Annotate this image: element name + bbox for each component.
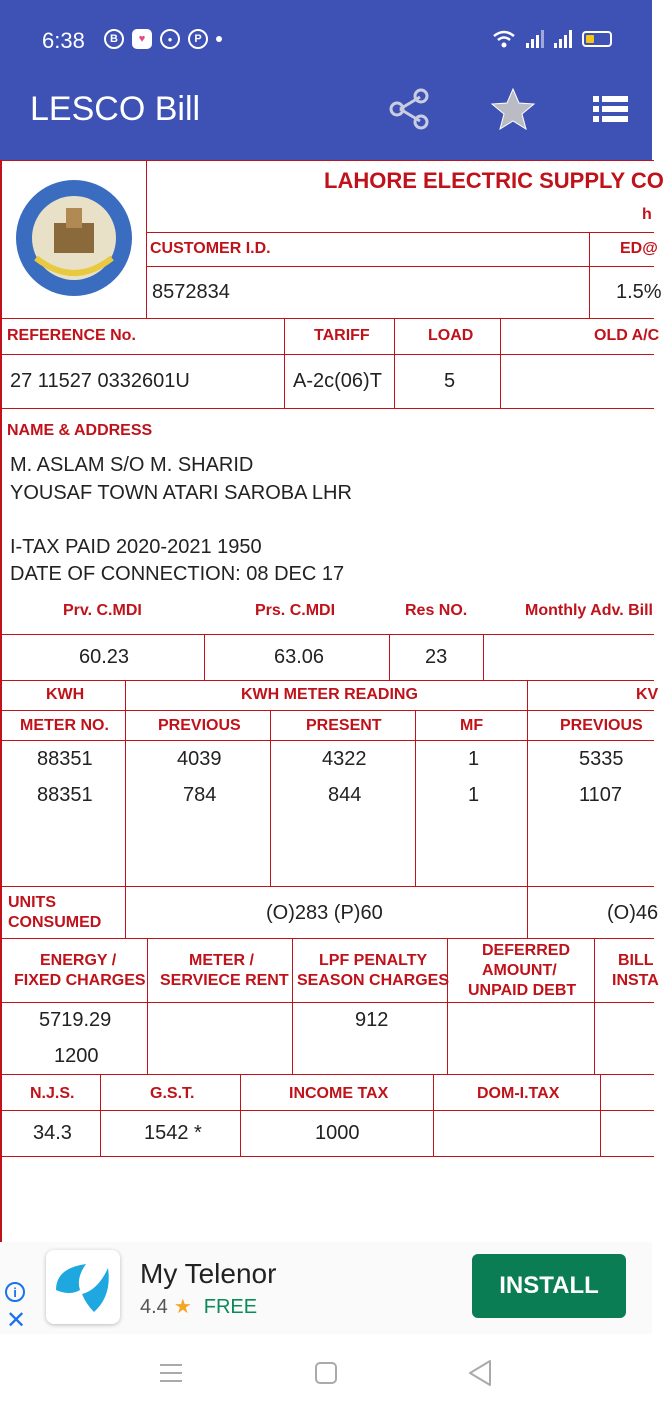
wifi-icon xyxy=(492,30,516,48)
gst-label: G.S.T. xyxy=(150,1085,195,1102)
present-label: PRESENT xyxy=(306,717,382,734)
ed-value: 1.5% xyxy=(616,281,662,303)
reference-no: 27 11527 0332601U xyxy=(10,370,190,392)
ad-rating xyxy=(140,1294,257,1319)
signal-icon xyxy=(526,30,544,48)
ad-info-icon[interactable]: i xyxy=(5,1282,25,1302)
share-icon[interactable] xyxy=(386,86,432,132)
ed-label: ED@ xyxy=(620,240,658,257)
meter-row-2-meter-no: 88351 xyxy=(37,784,93,806)
reference-label: REFERENCE No. xyxy=(7,327,136,344)
itax-line: I-TAX PAID 2020-2021 1950 xyxy=(10,536,262,558)
deferred-label-3: UNPAID DEBT xyxy=(468,982,577,999)
meter-row-1-present: 4322 xyxy=(322,748,367,770)
deferred-label-2: AMOUNT/ xyxy=(482,962,557,979)
company-sub: h xyxy=(642,206,652,223)
lpf-label-1: LPF PENALTY xyxy=(319,952,428,969)
app-title: LESCO Bill xyxy=(30,90,201,128)
deferred-label-1: DEFERRED xyxy=(482,942,571,959)
meter-no-label: METER NO. xyxy=(20,717,109,734)
prs-cmdi-label: Prs. C.MDI xyxy=(255,602,336,619)
lpf-value: 912 xyxy=(355,1009,389,1031)
name-line: M. ASLAM S/O M. SHARID xyxy=(10,454,254,476)
dom-itax-label: DOM-I.TAX xyxy=(477,1085,560,1102)
ad-price: FREE xyxy=(203,1296,258,1318)
signal-icon xyxy=(554,30,572,48)
bill-document xyxy=(0,160,664,1242)
mf-label: MF xyxy=(460,717,484,734)
monthly-adv-label: Monthly Adv. Bill xyxy=(525,602,653,619)
status-bar xyxy=(0,0,652,58)
njs: 34.3 xyxy=(33,1122,72,1144)
prv-cmdi: 60.23 xyxy=(79,646,130,668)
load: 5 xyxy=(444,370,456,392)
messenger-icon: ● xyxy=(160,29,180,49)
units-consumed-label-2: CONSUMED xyxy=(8,914,102,931)
bill-label-2: INSTA xyxy=(612,972,659,989)
customer-id-label: CUSTOMER I.D. xyxy=(150,240,271,257)
back-icon[interactable] xyxy=(466,1358,494,1388)
meter-row-1-kv-previous: 5335 xyxy=(579,748,624,770)
meter-rent-label-2: SERVIECE RENT xyxy=(160,972,289,989)
meter-row-2-mf: 1 xyxy=(468,784,480,806)
menu-icon[interactable] xyxy=(158,1360,184,1386)
tariff-label: TARIFF xyxy=(314,327,370,344)
units-consumed: (O)283 (P)60 xyxy=(266,902,383,924)
company-name: LAHORE ELECTRIC SUPPLY CO xyxy=(324,168,664,193)
notification-icons xyxy=(104,29,222,49)
home-icon[interactable] xyxy=(313,1360,339,1386)
energy-label-2: FIXED CHARGES xyxy=(14,972,146,989)
income-tax: 1000 xyxy=(315,1122,360,1144)
prs-cmdi: 63.06 xyxy=(274,646,325,668)
meter-row-1-meter-no: 88351 xyxy=(37,748,93,770)
energy-charges: 5719.29 xyxy=(39,1009,112,1031)
kwh-label: KWH xyxy=(46,686,85,703)
meter-row-1-mf: 1 xyxy=(468,748,480,770)
list-icon[interactable] xyxy=(588,86,634,132)
lpf-label-2: SEASON CHARGES xyxy=(297,972,450,989)
kwh-meter-reading-label: KWH METER READING xyxy=(241,686,418,703)
system-icons xyxy=(492,30,612,48)
meter-row-2-previous: 784 xyxy=(183,784,217,806)
ad-banner[interactable] xyxy=(0,1242,652,1334)
ad-rating-value: 4.4 xyxy=(140,1296,168,1318)
company-logo xyxy=(14,178,134,298)
bill-label-1: BILL xyxy=(618,952,654,969)
name-address-label: NAME & ADDRESS xyxy=(7,422,153,439)
pinterest-icon: P xyxy=(188,29,208,49)
battery-icon xyxy=(582,31,612,47)
telenor-logo[interactable] xyxy=(46,1250,120,1324)
nav-bar xyxy=(0,1334,652,1413)
customer-id: 8572834 xyxy=(152,281,230,303)
address-line: YOUSAF TOWN ATARI SAROBA LHR xyxy=(10,482,352,504)
res-no: 23 xyxy=(425,646,448,668)
meter-row-2-present: 844 xyxy=(328,784,362,806)
units-consumed-kv: (O)46 xyxy=(607,902,659,924)
load-label: LOAD xyxy=(428,327,474,344)
star-icon: ★ xyxy=(173,1296,192,1318)
connection-date-line: DATE OF CONNECTION: 08 DEC 17 xyxy=(10,563,345,585)
meter-rent-label-1: METER / xyxy=(189,952,254,969)
gst: 1542 * xyxy=(144,1122,202,1144)
energy-label-1: ENERGY / xyxy=(40,952,117,969)
previous-label: PREVIOUS xyxy=(158,717,241,734)
prv-cmdi-label: Prv. C.MDI xyxy=(63,602,142,619)
kv-label: KV xyxy=(636,686,659,703)
res-no-label: Res NO. xyxy=(405,602,468,619)
njs-label: N.J.S. xyxy=(30,1085,75,1102)
meter-row-2-kv-previous: 1107 xyxy=(579,784,623,806)
units-consumed-label-1: UNITS xyxy=(8,894,56,911)
meter-row-1-previous: 4039 xyxy=(177,748,222,770)
old-ac-label: OLD A/C xyxy=(594,327,660,344)
fixed-charges: 1200 xyxy=(54,1045,99,1067)
app-bar xyxy=(0,58,652,160)
ad-close-icon[interactable]: ✕ xyxy=(6,1307,27,1334)
star-icon[interactable] xyxy=(490,86,536,132)
tariff: A-2c(06)T xyxy=(293,370,382,392)
income-tax-label: INCOME TAX xyxy=(289,1085,389,1102)
kv-previous-label: PREVIOUS xyxy=(560,717,643,734)
dot-icon xyxy=(216,36,222,42)
install-button[interactable]: INSTALL xyxy=(472,1254,626,1318)
ad-title[interactable]: My Telenor xyxy=(140,1258,277,1289)
heart-app-icon: ♥ xyxy=(132,29,152,49)
b-icon: B xyxy=(104,29,124,49)
status-time: 6:38 xyxy=(42,28,85,53)
